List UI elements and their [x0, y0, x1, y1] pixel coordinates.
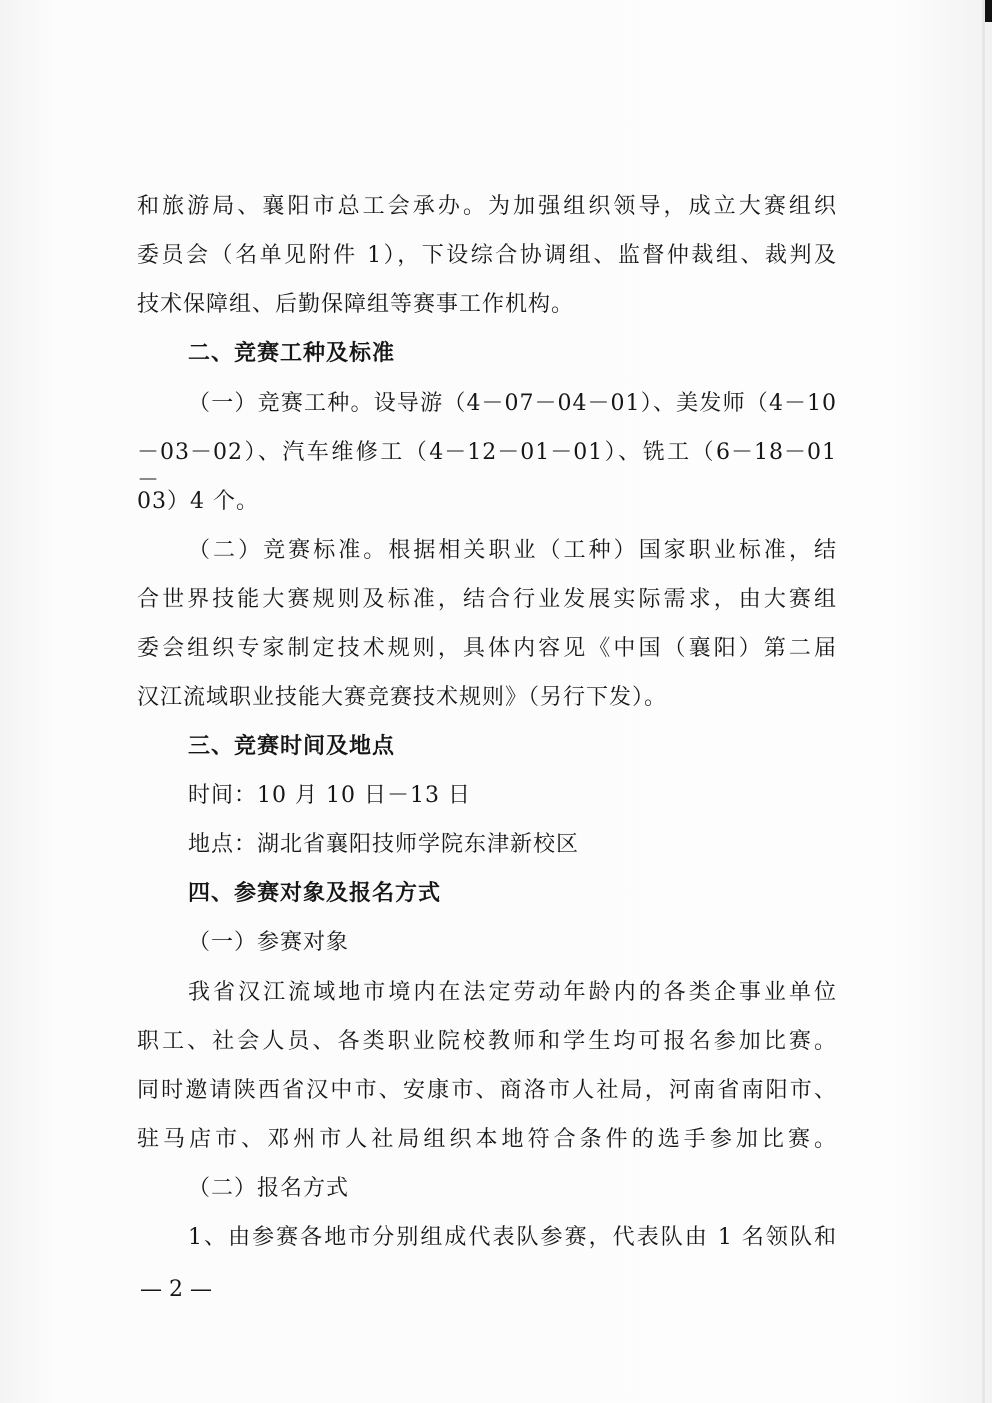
section-heading-2: 二、竞赛工种及标准 — [188, 341, 396, 366]
body-line-22: 1、由参赛各地市分别组成代表队参赛，代表队由 1 名领队和 — [188, 1225, 837, 1250]
page-number: — 2 — — [140, 1277, 212, 1302]
body-line-7: 03）4 个。 — [137, 489, 259, 514]
body-line-10: 委会组织专家制定技术规则，具体内容见《中国（襄阳）第二届 — [137, 636, 837, 661]
body-line-18: 职工、社会人员、各类职业院校教师和学生均可报名参加比赛。 — [137, 1029, 837, 1054]
competition-time: 时间：10 月 10 日－13 日 — [188, 783, 471, 808]
page-edge-shadow — [982, 0, 985, 1403]
body-line-3: 技术保障组、后勤保障组等赛事工作机构。 — [137, 292, 575, 317]
body-line-19: 同时邀请陕西省汉中市、安康市、商洛市人社局，河南省南阳市、 — [137, 1078, 837, 1103]
body-line-6: －03－02）、汽车维修工（4－12－01－01）、铣工（6－18－01－ — [137, 440, 837, 493]
body-line-2: 委员会（名单见附件 1），下设综合协调组、监督仲裁组、裁判及 — [137, 243, 837, 268]
section-heading-3: 三、竞赛时间及地点 — [188, 734, 396, 759]
section-heading-4: 四、参赛对象及报名方式 — [188, 881, 442, 906]
body-line-17: 我省汉江流域地市境内在法定劳动年龄内的各类企事业单位 — [188, 980, 837, 1005]
scan-edge-mark — [985, 0, 992, 22]
body-line-11: 汉江流域职业技能大赛竞赛技术规则》（另行下发）。 — [137, 685, 668, 710]
subsection-registration: （二）报名方式 — [188, 1176, 350, 1201]
body-line-8: （二）竞赛标准。根据相关职业（工种）国家职业标准，结 — [188, 538, 837, 563]
body-line-1: 和旅游局、襄阳市总工会承办。为加强组织领导，成立大赛组织 — [137, 194, 837, 219]
body-line-20: 驻马店市、邓州市人社局组织本地符合条件的选手参加比赛。 — [137, 1127, 837, 1152]
competition-location: 地点：湖北省襄阳技师学院东津新校区 — [188, 832, 580, 857]
body-line-9: 合世界技能大赛规则及标准，结合行业发展实际需求，由大赛组 — [137, 587, 837, 612]
subsection-participants: （一）参赛对象 — [188, 930, 350, 955]
body-line-5: （一）竞赛工种。设导游（4－07－04－01）、美发师（4－10 — [188, 391, 837, 416]
